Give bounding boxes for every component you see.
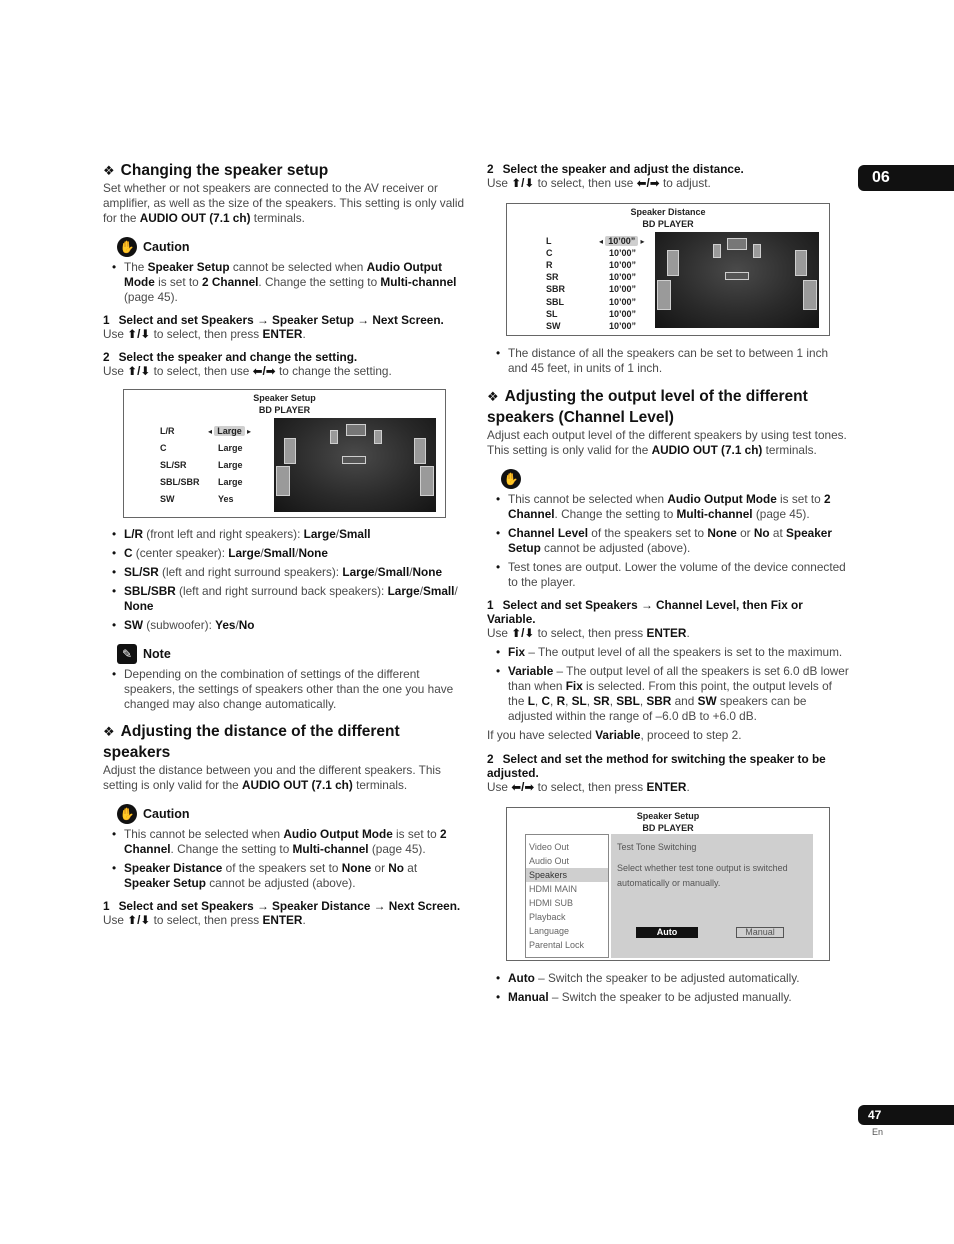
list-item: • The Speaker Setup cannot be selected when Audio Output Mode is set to 2 Channel. Change the setting to Multi-channel (page 45). [103, 260, 466, 305]
bold-term: ⬅/➡ [636, 176, 660, 190]
bold-term: Speaker Distance [268, 899, 374, 913]
list-item: • Auto – Switch the speaker to be adjusted automatically. [487, 971, 849, 986]
bold-term: ENTER [646, 780, 687, 794]
bold-term: Channel Level [508, 526, 588, 540]
step-instruction: Use ⬆/⬇ to select, then use ⬅/➡ to change the setting. [103, 364, 392, 378]
menu-item[interactable]: HDMI SUB [529, 898, 574, 908]
bold-term: Audio Output Mode [667, 492, 777, 506]
list-item: • This cannot be selected when Audio Output Mode is set to 2 Channel. Change the setting to Multi-channel (page 45). [103, 827, 466, 857]
language-label: En [872, 1127, 884, 1137]
caution-label: Caution [143, 807, 190, 821]
speaker-label: R [546, 260, 553, 271]
paragraph: If you have selected Variable, proceed to step 2. [487, 728, 742, 742]
list-item: • This cannot be selected when Audio Output Mode is set to 2 Channel. Change the setting to Multi-channel (page 45). [487, 492, 849, 522]
speaker-value[interactable]: 10’00” [609, 308, 637, 319]
menu-item[interactable]: Audio Out [529, 856, 570, 866]
list-item: • Channel Level of the speakers set to None or No at Speaker Setup cannot be adjusted (above). [487, 526, 849, 556]
note-callout [103, 641, 466, 667]
paragraph: Set whether or not speakers are connected to the AV receiver or amplifier, as well as the size of the speakers. This setting is only valid for the AUDIO OUT (7.1 ch) terminals. [103, 181, 465, 225]
step-number: 1 [487, 598, 494, 612]
bold-term: SBL/SBR [124, 584, 176, 598]
bold-term: Auto [508, 971, 535, 985]
bold-term: → [357, 313, 370, 327]
bold-term: SL/SR [124, 565, 159, 579]
bold-term: ENTER [262, 913, 303, 927]
speaker-value[interactable]: 10’00” [609, 272, 637, 283]
step-heading [487, 162, 849, 176]
bold-term: SL [571, 694, 587, 708]
bold-term: Select and set Speakers [502, 598, 641, 612]
screen-subtitle: BD PLAYER [642, 823, 694, 833]
step-instruction: Use ⬆/⬇ to select, then press ENTER. [487, 626, 690, 640]
bold-term: ⬆/⬇ [127, 364, 151, 378]
list-item: • Manual – Switch the speaker to be adjusted manually. [487, 990, 849, 1005]
bold-term: Next Screen. [369, 313, 444, 327]
bold-term: SW [124, 618, 144, 632]
step-text: Select the speaker and adjust the distance. [502, 162, 744, 176]
heading-text: Adjusting the output level of the different [504, 388, 808, 405]
bold-term: Next Screen. [385, 899, 461, 913]
bold-term: Select and set Speakers [118, 899, 257, 913]
speaker-value-selected[interactable] [599, 236, 645, 246]
menu-item[interactable]: HDMI MAIN [529, 884, 577, 894]
bold-term: Channel Level, then Fix or Variable. [487, 598, 803, 626]
caution-hand-icon: ✋ [117, 237, 137, 257]
bold-term: L [527, 694, 535, 708]
menu-item[interactable]: Playback [529, 912, 566, 922]
bold-term: ⬅/➡ [511, 780, 535, 794]
bold-term: Speaker Setup [124, 876, 206, 890]
speaker-graphic [657, 280, 671, 310]
bold-term: Audio Output Mode [283, 827, 393, 841]
speaker-label: SL/SR [160, 460, 187, 470]
menu-item[interactable]: Language [529, 926, 570, 936]
bold-term: None [341, 861, 372, 875]
list-item: • L/R (front left and right speakers): Large/Small [103, 527, 466, 542]
step-text: Select and set the method for switching the speaker to be adjusted. [487, 752, 826, 780]
bold-term: ⬆/⬇ [511, 626, 535, 640]
paragraph: Adjust each output level of the different speakers by using test tones. This setting is only valid for the AUDIO OUT (7.1 ch) terminals. [487, 428, 847, 457]
bold-term: Small [422, 584, 455, 598]
bold-term: L/R [124, 527, 144, 541]
diamond-icon: ❖ [103, 724, 115, 739]
step-heading [103, 313, 466, 327]
right-arrow-icon[interactable]: ▸ [244, 427, 252, 436]
bold-term: SBR [646, 694, 672, 708]
right-column [487, 160, 849, 1005]
bold-term: AUDIO OUT (7.1 ch) [242, 778, 353, 792]
list-item: • SW (subwoofer): Yes/No [103, 618, 466, 633]
section-heading-channel-level [487, 386, 849, 428]
note-list [103, 667, 466, 712]
bold-term: None [124, 599, 154, 613]
left-column [103, 160, 466, 928]
caution-callout [103, 234, 466, 260]
speaker-room-image [655, 232, 819, 328]
bold-term: Audio Output Mode [124, 260, 442, 289]
page-number-tab: 47 [858, 1105, 954, 1125]
step-number: 2 [487, 162, 494, 176]
bold-term: Variable [508, 664, 554, 678]
bold-term: No [753, 526, 770, 540]
caution-list [103, 827, 466, 891]
step-instruction: Use ⬆/⬇ to select, then press ENTER. [103, 327, 306, 341]
step-heading [103, 350, 466, 364]
bold-term: C [541, 694, 550, 708]
listener-graphic [725, 272, 749, 280]
bold-term: Multi-channel [676, 507, 753, 521]
step-number: 2 [103, 350, 110, 364]
speaker-label: SBL [546, 296, 564, 307]
left-arrow-icon[interactable]: ◂ [599, 237, 606, 246]
bold-term: Small [339, 527, 371, 541]
speaker-value[interactable]: 10’00” [609, 260, 637, 271]
paragraph: Adjust the distance between you and the different speakers. This setting is only valid for the AUDIO OUT (7.1 ch) terminals. [103, 763, 441, 792]
listener-graphic [342, 456, 366, 464]
bold-term: ENTER [262, 327, 303, 341]
screen-title: Speaker Distance [630, 207, 706, 217]
bold-term: R [556, 694, 566, 708]
manual-button[interactable]: Manual [736, 927, 784, 938]
bold-term: Select and set Speakers [118, 313, 257, 327]
bold-term: SBL [616, 694, 640, 708]
bold-term: → [256, 313, 269, 327]
section-heading-speaker-setup [103, 160, 466, 181]
list-item: • The distance of all the speakers can be set to between 1 inch and 45 feet, in units of 1 inch. [487, 346, 849, 376]
speaker-label: SW [546, 320, 561, 331]
speaker-graphic [667, 250, 679, 276]
bold-term: ⬆/⬇ [127, 913, 151, 927]
bold-term: Small [263, 546, 296, 560]
speaker-label: L/R [160, 426, 175, 436]
heading-text: Adjusting the distance of the different [120, 723, 400, 740]
step-heading [487, 598, 849, 626]
speaker-graphic [284, 438, 296, 464]
speaker-graphic [713, 244, 721, 258]
level-options-list [487, 645, 849, 724]
step-instruction: Use ⬆/⬇ to select, then press ENTER. [103, 913, 306, 927]
option-panel [611, 834, 813, 958]
caution-hand-icon: ✋ [117, 804, 137, 824]
caution-hand-icon: ✋ [501, 469, 521, 489]
settings-menu [525, 834, 609, 958]
bold-term: ⬆/⬇ [127, 327, 151, 341]
speaker-label: SR [546, 272, 559, 283]
caution-label: Caution [143, 240, 190, 254]
bold-term: ⬆/⬇ [511, 176, 535, 190]
screen-subtitle: BD PLAYER [642, 219, 694, 229]
switching-options-list [487, 971, 849, 1005]
speaker-graphic [330, 430, 338, 444]
diamond-icon: ❖ [487, 389, 499, 404]
speaker-graphic [276, 466, 290, 496]
bold-term: AUDIO OUT (7.1 ch) [139, 211, 251, 225]
speaker-graphic [803, 280, 817, 310]
bold-term: Large [342, 565, 375, 579]
bold-term: AUDIO OUT (7.1 ch) [651, 443, 763, 457]
bold-term: Speaker Setup [147, 260, 230, 274]
screen-title: Speaker Setup [636, 811, 700, 821]
speaker-label: SBR [546, 284, 566, 295]
bold-term: Multi-channel [380, 275, 457, 289]
step-number: 1 [103, 899, 110, 913]
speaker-graphic [753, 244, 761, 258]
speaker-label: C [546, 248, 553, 259]
step-instruction: Use ⬆/⬇ to select, then use ⬅/➡ to adjust. [487, 176, 711, 190]
bold-term: Variable [595, 728, 641, 742]
diamond-icon: ❖ [103, 163, 115, 178]
selected-value: 10’00” [605, 236, 638, 246]
heading-text: speakers [103, 744, 171, 761]
step-text [487, 598, 803, 626]
speaker-value[interactable]: 10’00” [609, 296, 637, 307]
heading-text: Changing the speaker setup [120, 162, 329, 179]
selected-value: Large [214, 426, 245, 436]
bold-term: None [412, 565, 443, 579]
speaker-graphic [374, 430, 382, 444]
section-heading-distance [103, 721, 466, 763]
distance-note-list [487, 346, 849, 376]
step-number: 2 [487, 752, 494, 766]
screen-title: Speaker Setup [253, 393, 316, 403]
list-item: • C (center speaker): Large/Small/None [103, 546, 466, 561]
bold-term: Speaker Setup [268, 313, 358, 327]
bold-term: Fix [508, 645, 526, 659]
bold-term: No [388, 861, 405, 875]
list-item: • Variable – The output level of all the speakers is set 6.0 dB lower than when Fix is selected. From this point, the output levels of the L, C, R, SL, SR, SBL, SBR and SW speakers can be adjusted within the range of –6.0 dB to +6.0 dB. [487, 664, 849, 724]
step-heading [103, 899, 466, 913]
bold-term: → [256, 899, 269, 913]
tv-graphic [727, 238, 747, 250]
left-arrow-icon[interactable]: ◂ [208, 427, 215, 436]
step-number: 1 [103, 313, 110, 327]
speaker-graphic [795, 250, 807, 276]
bold-term: Large [228, 546, 261, 560]
speaker-label: C [160, 443, 167, 453]
speaker-label: SBL/SBR [160, 477, 200, 487]
caution-list [103, 260, 466, 305]
step-text [119, 899, 461, 913]
bold-term: 2 Channel [202, 275, 259, 289]
note-label: Note [143, 647, 171, 661]
caution-callout [103, 801, 466, 827]
bold-term: ⬅/➡ [252, 364, 276, 378]
bold-term: Small [377, 565, 410, 579]
speaker-value[interactable]: Large [218, 460, 243, 470]
speaker-value[interactable]: Large [218, 443, 243, 453]
speaker-label: L [546, 236, 552, 246]
menu-item[interactable]: Video Out [529, 842, 569, 852]
speaker-room-image [274, 418, 436, 512]
step-text: Select the speaker and change the setting. [118, 350, 358, 364]
option-description: Select whether test tone output is switched automatically or manually. [617, 863, 788, 888]
bold-term: None [707, 526, 737, 540]
bold-term: Fix [565, 679, 583, 693]
bold-term: Speaker Distance [124, 861, 223, 875]
setting-options-list [103, 527, 466, 633]
option-title: Test Tone Switching [617, 842, 697, 852]
speaker-value[interactable]: 10’00” [609, 248, 637, 259]
speaker-label: SW [160, 494, 175, 504]
bold-term: 2 Channel [508, 492, 831, 521]
step-heading [487, 752, 849, 780]
list-item: • Test tones are output. Lower the volume of the device connected to the player. [487, 560, 849, 590]
step-instruction: Use ⬅/➡ to select, then press ENTER. [487, 780, 690, 794]
bold-term: Large [303, 527, 336, 541]
bold-term: Large [387, 584, 420, 598]
speaker-distance-screen [506, 203, 830, 336]
speaker-value[interactable]: 10’00” [609, 284, 637, 295]
auto-button[interactable]: Auto [636, 927, 698, 938]
speaker-label: SL [546, 308, 558, 319]
bold-term: No [238, 618, 255, 632]
bold-term: Speaker Setup [508, 526, 832, 555]
bold-term: SW [697, 694, 717, 708]
bold-term: ENTER [646, 626, 687, 640]
bold-term: None [298, 546, 328, 560]
speaker-value-selected[interactable] [208, 426, 251, 436]
list-item: • Fix – The output level of all the speakers is set to the maximum. [487, 645, 849, 660]
heading-text: speakers (Channel Level) [487, 409, 674, 426]
list-item: • SBL/SBR (left and right surround back speakers): Large/Small/ None [103, 584, 466, 614]
bold-term: → [640, 598, 653, 612]
bold-term: Yes [215, 618, 236, 632]
speaker-graphic [420, 466, 434, 496]
step-text [119, 313, 444, 327]
speaker-value[interactable]: Yes [218, 494, 234, 504]
bold-term: Manual [508, 990, 549, 1004]
note-pencil-icon: ✎ [117, 644, 137, 664]
caution-list [487, 492, 849, 590]
list-item: • Depending on the combination of settings of the different speakers, the settings of speakers other than the one you have changed may also change automatically. [103, 667, 466, 712]
menu-item[interactable]: Speakers [526, 868, 608, 882]
bold-term: SR [593, 694, 610, 708]
list-item: • SL/SR (left and right surround speakers): Large/Small/None [103, 565, 466, 580]
bold-term: → [373, 899, 386, 913]
speaker-value[interactable]: Large [218, 477, 243, 487]
bold-term: Multi-channel [292, 842, 369, 856]
test-tone-screen [506, 807, 830, 961]
speaker-value[interactable]: 10’00” [609, 320, 637, 331]
menu-item[interactable]: Parental Lock [529, 940, 585, 950]
bold-term: 2 Channel [124, 827, 447, 856]
bold-term: C [124, 546, 133, 560]
right-arrow-icon[interactable]: ▸ [638, 237, 645, 246]
caution-callout [487, 466, 849, 492]
screen-subtitle: BD PLAYER [258, 405, 311, 415]
tv-graphic [346, 424, 366, 436]
list-item: • Speaker Distance of the speakers set to None or No at Speaker Setup cannot be adjusted (above). [103, 861, 466, 891]
chapter-tab: 06 [858, 165, 954, 191]
speaker-graphic [414, 438, 426, 464]
speaker-setup-screen [123, 389, 446, 518]
